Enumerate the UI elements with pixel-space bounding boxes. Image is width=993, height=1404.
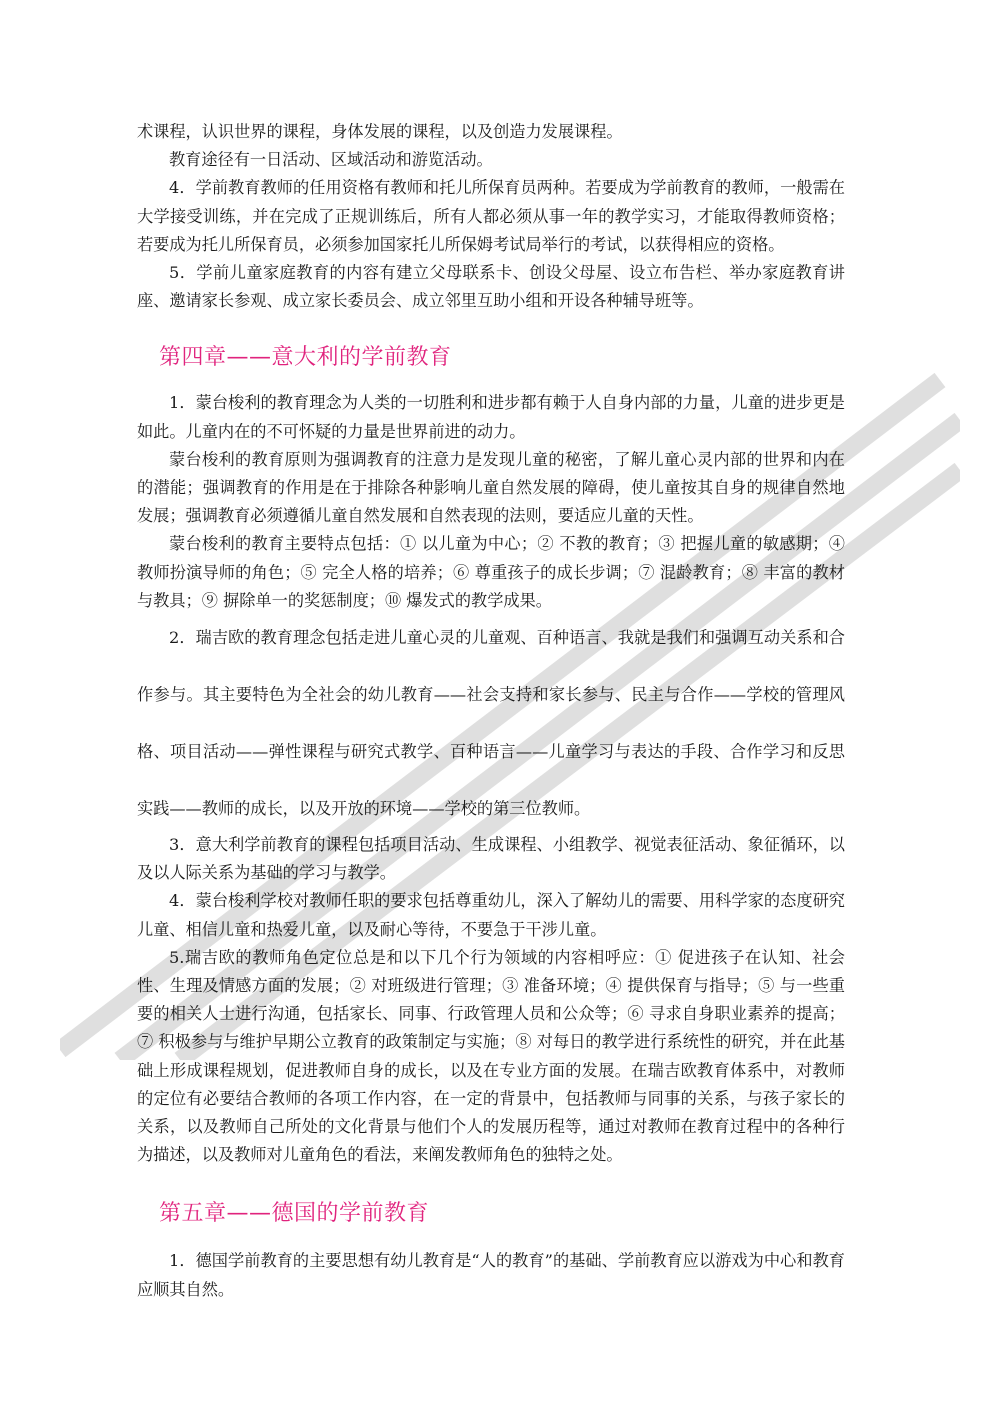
chapter-heading: 第四章——意大利的学前教育 [159,345,452,371]
paragraph: 4．蒙台梭利学校对教师任职的要求包括尊重幼儿，深入了解幼儿的需要、用科学家的态度研究儿童、相信儿童和热爱儿童，以及耐心等待，不要急于干涉儿童。 [137,891,845,939]
chapter-heading: 第五章——德国的学前教育 [159,1201,430,1227]
paragraph: 5.瑞吉欧的教师角色定位总是和以下几个行为领域的内容相呼应：① 促进孩子在认知、社会性、生理及情感方面的发展；② 对班级进行管理；③ 准备环境；④ 提供保育与指导；⑤ 与一些重要的相关人士进行沟通，包括家长、同事、行政管理人员和公众等；⑥ 寻求自身职业素养的提高；⑦ 积极参与与维护早期公立教育的政策制定与实施；⑧ 对每日的教学进行系统性的研究，并在此基础上形成课程规划，促进教师自身的成长，以及在专业方面的发展。在瑞吉欧教育体系中，对教师的定位有必要结合教师的各项工作内容，在一定的背景中，包括教师与同事的关系，与孩子家长的关系，以及教师自己所处的文化背景与他们个人的发展历程等，通过对教师在教育过程中的各种行为描述，以及教师对儿童角色的看法，来阐发教师角色的独特之处。 [137,947,845,1165]
paragraph: 蒙台梭利的教育原则为强调教育的注意力是发现儿童的秘密，了解儿童心灵内部的世界和内在的潜能；强调教育的作用是在于排除各种影响儿童自然发展的障碍，使儿童按其自身的规律自然地发展；强调教育必须遵循儿童自然发展和自然表现的法则，要适应儿童的天性。 [137,449,845,526]
paragraph: 蒙台梭利的教育主要特点包括：① 以儿童为中心；② 不教的教育；③ 把握儿童的敏感期；④ 教师扮演导师的角色；⑤ 完全人格的培养；⑥ 尊重孩子的成长步调；⑦ 混龄教育；⑧ 丰富的教材与教具；⑨ 摒除单一的奖惩制度；⑩ 爆发式的教学成果。 [137,534,845,610]
paragraph: 3．意大利学前教育的课程包括项目活动、生成课程、小组教学、视觉表征活动、象征循环，以及以人际关系为基础的学习与教学。 [137,835,845,883]
paragraph: 1．蒙台梭利的教育理念为人类的一切胜利和进步都有赖于人自身内部的力量，儿童的进步更是如此。儿童内在的不可怀疑的力量是世界前进的动力。 [137,393,845,441]
paragraph: 4．学前教育教师的任用资格有教师和托儿所保育员两种。若要成为学前教育的教师，一般需在大学接受训练，并在完成了正规训练后，所有人都必须从事一年的教学实习，才能取得教师资格；若要成为托儿所保育员，必须参加国家托儿所保姆考试局举行的考试，以获得相应的资格。 [137,178,845,254]
paragraph: 术课程，认识世界的课程，身体发展的课程，以及创造力发展课程。 [137,122,623,141]
paragraph: 2．瑞吉欧的教育理念包括走进儿童心灵的儿童观、百种语言、我就是我们和强调互动关系和合作参与。其主要特色为全社会的幼儿教育——社会支持和家长参与、民主与合作——学校的管理风格、项目活动——弹性课程与研究式教学、百种语言——儿童学习与表达的手段、合作学习和反思实践——教师的成长，以及开放的环境——学校的第三位教师。 [137,628,845,819]
paragraph: 教育途径有一日活动、区域活动和游览活动。 [169,150,493,170]
paragraph: 5．学前儿童家庭教育的内容有建立父母联系卡、创设父母屋、设立布告栏、举办家庭教育讲座、邀请家长参观、成立家长委员会、成立邻里互助小组和开设各种辅导班等。 [137,263,845,311]
paragraph: 1．德国学前教育的主要思想有幼儿教育是“人的教育”的基础、学前教育应以游戏为中心和教育应顺其自然。 [137,1251,845,1299]
page-content [137,118,845,1304]
